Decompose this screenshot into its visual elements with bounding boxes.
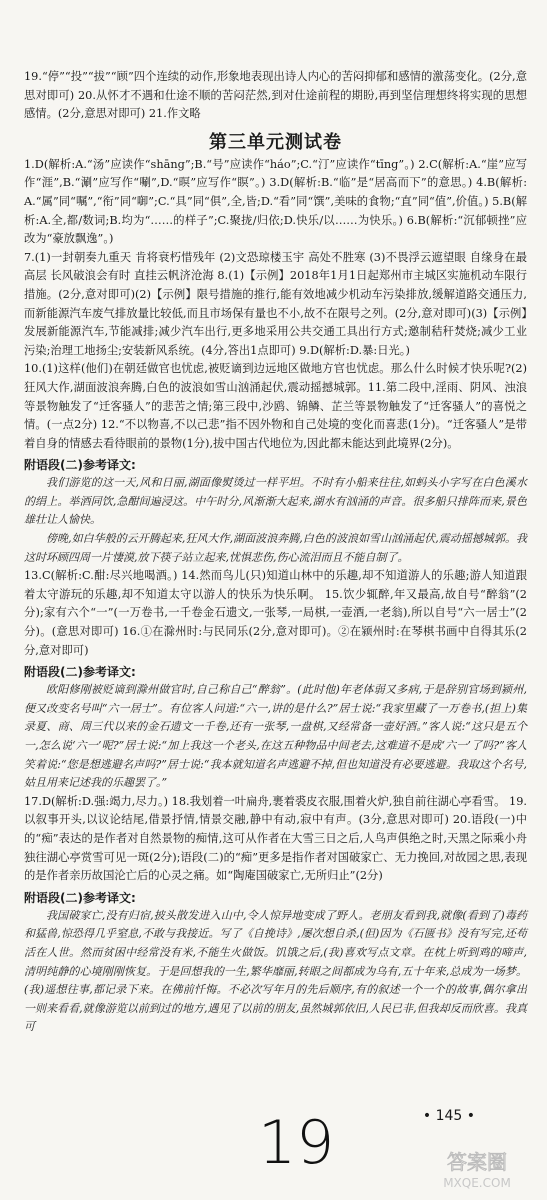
watermark-logo-icon	[417, 1145, 537, 1193]
svg-text:MXQE.COM: MXQE.COM	[443, 1176, 511, 1190]
translation-3: 我国破家亡,没有归宿,披头散发进入山中,令人惊异地变成了野人。老朋友看到我,就像(看到了)毒药和猛兽,惊恐得几乎窒息,不敢与我接近。写了《自挽诗》,屡次想自杀,(但)因为《石匮书》没有写完,还苟活在人世。然而贫困中经常没有米,不能生火做饭。饥饿之后,(我)喜欢写点文章。在枕上听到鸡的啼声,清明纯静的心境刚刚恢复。于是回想我的一生,繁华靡丽,转眼之间都成为乌有,五十年来,总成为一场梦。(我)遥想往事,都记录下来。在佛前忏悔。不必次写年月的先后顺序,有的叙述一个一个的故事,偶尔拿出一则来看看,就像游览以前到过的地方,遇见了以前的朋友,虽然城郭依旧,人民已非,但我却反而欣喜。我真可	[24, 908, 527, 1034]
answers-13-16: 13.C(解析:C.酣:尽兴地喝酒。) 14.然而鸟儿(只)知道山林中的乐趣,却不知道游人的乐趣;游人知道跟着太守游玩的乐趣,却不知道太守以游人的快乐为快乐啊。 15.饮少辄醉,年又最高,故自号“醉翁”(2分);家有六个“一”(一万卷书,一千卷金石遗文,一张琴,一局棋,一壶酒,一老翁),所以自号“六一居士”(2分)。(意思对即可) 16.①在滁州时:与民同乐(2分,意对即可)。②在颍州时:在琴棋书画中自得其乐(2分,意对即可)	[24, 569, 527, 657]
answers-10-12: 10.(1)这样(他们)在朝廷做官也忧虑,被贬谪到边远地区做地方官也忧虑。那么什么时候才快乐呢?(2)狂风大作,湖面波浪奔腾,白色的波浪如雪山汹涌起伏,震动摇撼城郭。11.第二段中,淫雨、阴风、浊浪等景物触发了“迁客骚人”的悲苦之情;第三段中,沙鸥、锦鳞、芷兰等景物触发了“迁客骚人”的喜悦之情。(一点2分) 12.“不以物喜,不以己悲”指不因外物和自己处境的变化而喜悲(1分)。“迁客骚人”是带着自身的情感去看待眼前的景物(1分),拔中国古代地位为,因此都未能达到此境界(2分)。	[24, 362, 527, 450]
translation-1a: 我们游览的这一天,风和日丽,湖面像熨烫过一样平坦。不时有小船来往往,如蚂头小字写在白色溪水的绢上。举酒同饮,急酣间遍浸这。中午时分,风渐渐大起来,湖水有汹涌的声音。很多船只排阵而来,景色雄壮让人愉快。	[24, 476, 527, 527]
svg-text:答案圈: 答案圈	[447, 1150, 507, 1174]
translation-heading-2: 附语段(二)参考译文:	[24, 665, 136, 680]
translation-heading-1: 附语段(二)参考译文:	[24, 458, 136, 473]
answers-17-20: 17.D(解析:D.强:竭力,尽力。) 18.我划着一叶扁舟,裹着裘皮衣服,围着火炉,独自前往湖心亭看雪。 19.以叙事开头,以议论结尾,借景抒情,情景交融,静中有动,寂中有声。(3分,意思对即可) 20.语段(一)中的“痴”表达的是作者对自然景物的痴情,这可从作者在大雪三日之后,人鸟声俱绝之时,天黑之际乘小舟独往湖心亭赏雪可见一斑(2分);语段(二)的“痴”更多是指作者对国破家亡、无力挽回,对故园之思,表现的是作者亲历故国沦亡后的心灵之痛。如“陶庵国破家亡,无所归止”(2分)	[24, 794, 527, 883]
translation-1b: 傍晚,如白华般的云开腾起来,狂风大作,湖面波浪奔腾,白色的波浪如雪山汹涌起伏,震动摇撼城郭。我这时环顾四周一片悽漠,放下筷子站立起来,忧惧悲伤,伤心流泪而且不能自制了。	[24, 532, 527, 564]
translation-2: 欧阳修刚被贬谪到滁州做官时,自己称自己“醉翁”。(此时他)年老体弱又多病,于是辞别官场到颍州,便又改变名号叫“六一居士”。有位客人问道:“六一,讲的是什么?”居士说:“我家里藏了一万卷书,(担上)集录夏、商、周三代以来的金石遗文一千卷,还有一张琴,一盘棋,又经常备一壶好酒。”客人说:“这只是五个一,怎么说‘六一’呢?”居士说:“加上我这一个老头,在这五种物品中间老去,这难道不是成‘六一’了吗?”客人笑着说:“您是想逃避名声吗?”居士说:“我本就知道名声逃避不掉,但也知道没有必要逃避。我取这个名号,姑且用来记述我的乐趣罢了。”	[24, 683, 527, 790]
translation-heading-3: 附语段(二)参考译文:	[24, 890, 136, 905]
answers-7-9: 7.(1)一封朝奏九重天 肯将衰朽惜残年 (2)文恐琼楼玉宇 高处不胜寒 (3)不畏浮云遮望眼 自缘身在最高层 长风破浪会有时 直挂云帆济沧海 8.(1)【示例】2018年1月1日起郑州市主城区实施机动车限行措施。(2分,意对即可)(2)【示例】限号措施的推行,能有效地减少机动车污染排放,缓解道路交通压力,而新能源汽车废气排放量比较低,而且市场保有量也不小,故不在限号之列。(2分,意对即可)(3)【示例】发展新能源汽车,节能减排;减少汽车出行,更多地采用公共交通工具出行方式;邀制秸秆焚烧;减少工业污染;治理工地扬尘;安装新风系统。(4分,答出1点即可) 9.D(解析:D.暴:日光。)	[24, 250, 527, 357]
intro-answers: 19.“停”“投”“拔”“顾”四个连续的动作,形象地表现出诗人内心的苦闷抑郁和感情的激荡变化。(2分,意思对即可) 20.从怀才不遇和仕途不顺的苦闷茫然,到对仕途前程的期盼,再到坚信理想终将实现的思想感情。(2分,意思对即可) 21.作文略	[24, 70, 527, 121]
section-title: 第三单元测试卷	[209, 131, 342, 153]
answers-1-6: 1.D(解析:A.“汤”应读作“shāng”;B.“号”应读作“háo”;C.“汀”应读作“tīng”。) 2.C(解析:A.“崖”应写作“涯”,B.“涮”应写作“唰”,D.“暝”应写作“瞑”。) 3.D(解析:B.“临”是“居高而下”的意思。) 4.B(解析:A.“属”同“嘱”,“衔”同“啣”;C.“具”同“俱”,全,皆;D.“看”同“馔”,美味的食物;“直”同“值”,价值。) 5.B(解析:A.全,都/数词;B.均为“……的样子”;C.聚拢/归依;D.快乐/以……为快乐。) 6.B(解析:“沉郁顿挫”应改为“豪放飘逸”。)	[24, 157, 527, 246]
page-number: • 145 •	[422, 1108, 475, 1124]
handwritten-number: 19	[258, 1108, 335, 1178]
